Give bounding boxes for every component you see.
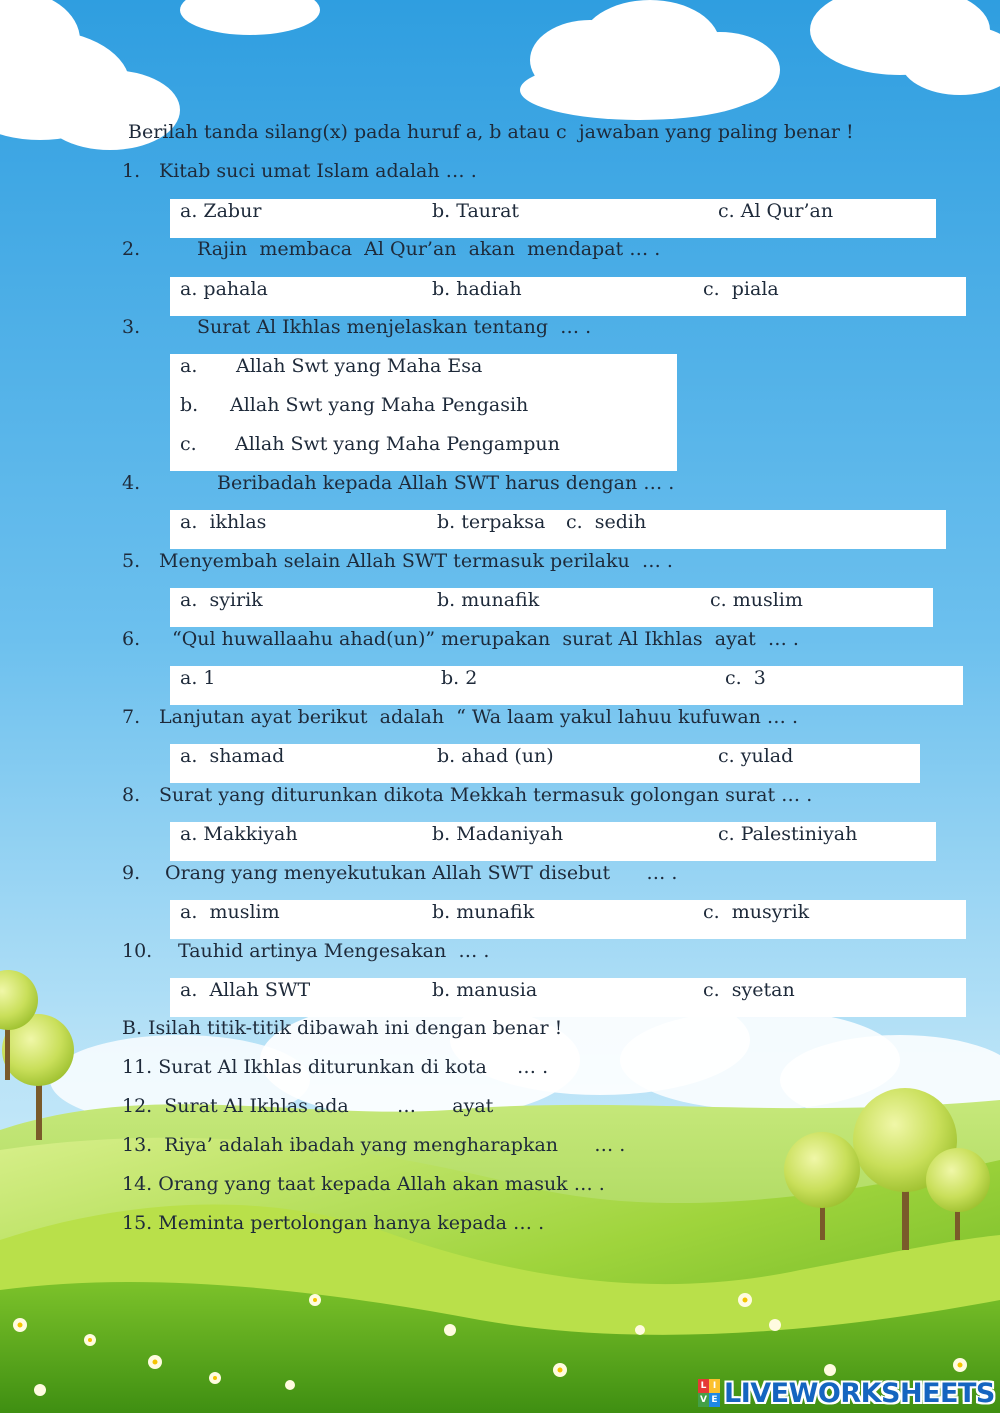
question-3-option-c[interactable]: Allah Swt yang Maha Pengampun: [235, 433, 560, 455]
question-3-number: 3.: [122, 316, 141, 338]
question-1-option-c[interactable]: c. Al Qur’an: [718, 200, 834, 222]
liveworksheets-logo-icon: [698, 1379, 720, 1407]
instruction-text: Berilah tanda silang(x) pada huruf a, b atau c jawaban yang paling benar !: [128, 121, 854, 143]
question-5-text: Menyembah selain Allah SWT termasuk perilaku … .: [159, 550, 673, 572]
question-10-text: Tauhid artinya Mengesakan … .: [178, 940, 490, 962]
question-3-option-a[interactable]: Allah Swt yang Maha Esa: [236, 355, 483, 377]
fill-in-item-13[interactable]: 13. Riya’ adalah ibadah yang mengharapkan … .: [122, 1134, 626, 1156]
question-7-option-b[interactable]: b. ahad (un): [437, 745, 554, 767]
question-2-option-a[interactable]: a. pahala: [180, 278, 268, 300]
question-3-text: Surat Al Ikhlas menjelaskan tentang … .: [197, 316, 592, 338]
question-2-number: 2.: [122, 238, 141, 260]
question-8-text: Surat yang diturunkan dikota Mekkah termasuk golongan surat … .: [159, 784, 813, 806]
question-5-option-b[interactable]: b. munafik: [437, 589, 540, 611]
question-8-option-c[interactable]: c. Palestiniyah: [718, 823, 858, 845]
question-3-option-b-letter[interactable]: b.: [180, 394, 199, 416]
liveworksheets-logo-text: LIVEWORKSHEETS: [724, 1377, 995, 1409]
question-3-option-c-letter[interactable]: c.: [180, 433, 197, 455]
question-3-option-b[interactable]: Allah Swt yang Maha Pengasih: [230, 394, 529, 416]
section-b-heading: B. Isilah titik-titik dibawah ini dengan benar !: [122, 1017, 563, 1039]
question-9-option-c[interactable]: c. musyrik: [703, 901, 810, 923]
fill-in-item-11[interactable]: 11. Surat Al Ikhlas diturunkan di kota … .: [122, 1056, 549, 1078]
fill-in-item-15[interactable]: 15. Meminta pertolongan hanya kepada … .: [122, 1212, 545, 1234]
question-2-option-c[interactable]: c. piala: [703, 278, 779, 300]
question-9-number: 9.: [122, 862, 141, 884]
question-4-option-c[interactable]: c. sedih: [566, 511, 647, 533]
question-7-option-a[interactable]: a. shamad: [180, 745, 285, 767]
question-1-option-a[interactable]: a. Zabur: [180, 200, 262, 222]
logo-mark-letter: V: [698, 1393, 709, 1407]
question-5-option-a[interactable]: a. syirik: [180, 589, 263, 611]
logo-mark-letter: I: [709, 1379, 720, 1393]
question-4-text: Beribadah kepada Allah SWT harus dengan … .: [217, 472, 675, 494]
fill-in-item-12[interactable]: 12. Surat Al Ikhlas ada … ayat: [122, 1095, 494, 1117]
question-5-number: 5.: [122, 550, 141, 572]
question-6-text: “Qul huwallaahu ahad(un)” merupakan surat Al Ikhlas ayat … .: [172, 628, 799, 650]
question-5-options-box: [170, 588, 933, 627]
question-4-option-b[interactable]: b. terpaksa: [437, 511, 546, 533]
question-9-options-box: [170, 900, 966, 939]
question-9-option-a[interactable]: a. muslim: [180, 901, 280, 923]
question-6-option-a[interactable]: a. 1: [180, 667, 216, 689]
question-3-option-a-letter[interactable]: a.: [180, 355, 198, 377]
question-6-number: 6.: [122, 628, 141, 650]
question-7-number: 7.: [122, 706, 141, 728]
question-5-option-c[interactable]: c. muslim: [710, 589, 803, 611]
question-2-option-b[interactable]: b. hadiah: [432, 278, 522, 300]
question-6-options-box: [170, 666, 963, 705]
question-8-option-a[interactable]: a. Makkiyah: [180, 823, 298, 845]
question-7-option-c[interactable]: c. yulad: [718, 745, 794, 767]
question-7-text: Lanjutan ayat berikut adalah “ Wa laam yakul lahuu kufuwan … .: [159, 706, 799, 728]
question-10-option-c[interactable]: c. syetan: [703, 979, 795, 1001]
question-6-option-b[interactable]: b. 2: [441, 667, 478, 689]
question-2-text: Rajin membaca Al Qur’an akan mendapat … .: [197, 238, 661, 260]
liveworksheets-logo: [698, 1376, 995, 1410]
logo-mark-letter: L: [698, 1379, 709, 1393]
question-9-option-b[interactable]: b. munafik: [432, 901, 535, 923]
question-4-number: 4.: [122, 472, 141, 494]
question-6-option-c[interactable]: c. 3: [725, 667, 766, 689]
question-10-option-b[interactable]: b. manusia: [432, 979, 538, 1001]
fill-in-item-14[interactable]: 14. Orang yang taat kepada Allah akan masuk … .: [122, 1173, 605, 1195]
question-4-options-box: [170, 510, 946, 549]
question-10-number: 10.: [122, 940, 153, 962]
question-9-text: Orang yang menyekutukan Allah SWT disebut … .: [165, 862, 678, 884]
question-1-number: 1.: [122, 160, 141, 182]
question-2-options-box: [170, 277, 966, 316]
question-1-option-b[interactable]: b. Taurat: [432, 200, 520, 222]
question-10-option-a[interactable]: a. Allah SWT: [180, 979, 311, 1001]
question-8-number: 8.: [122, 784, 141, 806]
logo-mark-letter: E: [709, 1393, 720, 1407]
question-4-option-a[interactable]: a. ikhlas: [180, 511, 267, 533]
question-1-text: Kitab suci umat Islam adalah … .: [159, 160, 477, 182]
question-8-option-b[interactable]: b. Madaniyah: [432, 823, 564, 845]
